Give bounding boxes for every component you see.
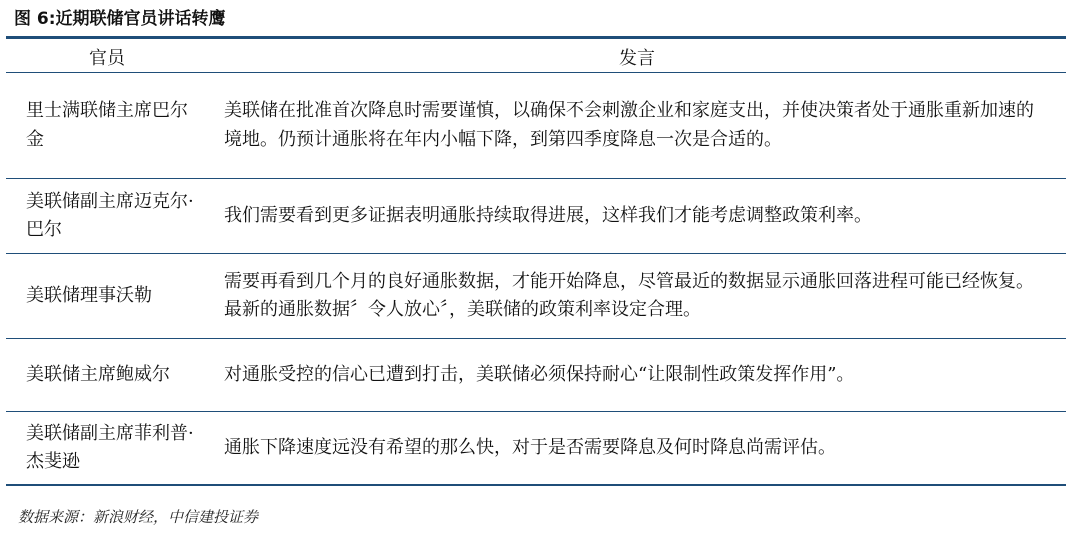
data-source-note: 数据来源：新浪财经，中信建投证券: [18, 508, 259, 526]
statement-cell: 我们需要看到更多证据表明通胀持续取得进展，这样我们才能考虑调整政策利率。: [208, 179, 1066, 254]
official-cell: 里士满联储主席巴尔金: [6, 73, 208, 179]
table-row: [6, 254, 1066, 339]
table-row: [6, 339, 1066, 412]
table-top-rule: [6, 36, 1066, 39]
official-cell: 美联储主席鲍威尔: [6, 339, 208, 412]
table-row: [6, 73, 1066, 179]
official-cell: 美联储副主席菲利普·杰斐逊: [6, 412, 208, 486]
official-cell: 美联储副主席迈克尔·巴尔: [6, 179, 208, 254]
official-cell: 美联储理事沃勒: [6, 254, 208, 339]
officials-speech-table: [6, 42, 1066, 486]
table-header-row: [6, 42, 1066, 73]
header-statement: 发言: [208, 42, 1066, 73]
table-row: [6, 412, 1066, 486]
statement-cell: 通胀下降速度远没有希望的那么快，对于是否需要降息及何时降息尚需评估。: [208, 412, 1066, 486]
table-row: [6, 179, 1066, 254]
statement-cell: 对通胀受控的信心已遭到打击，美联储必须保持耐心“让限制性政策发挥作用”。: [208, 339, 1066, 412]
header-official: 官员: [6, 42, 208, 73]
statement-cell: 需要再看到几个月的良好通胀数据，才能开始降息，尽管最近的数据显示通胀回落进程可能已经恢复。最新的通胀数据〞令人放心〞，美联储的政策利率设定合理。: [208, 254, 1066, 339]
figure-title: 图 6:近期联储官员讲话转鹰: [14, 9, 226, 29]
statement-cell: 美联储在批准首次降息时需要谨慎，以确保不会刺激企业和家庭支出，并使决策者处于通胀重新加速的境地。仍预计通胀将在年内小幅下降，到第四季度降息一次是合适的。: [208, 73, 1066, 179]
